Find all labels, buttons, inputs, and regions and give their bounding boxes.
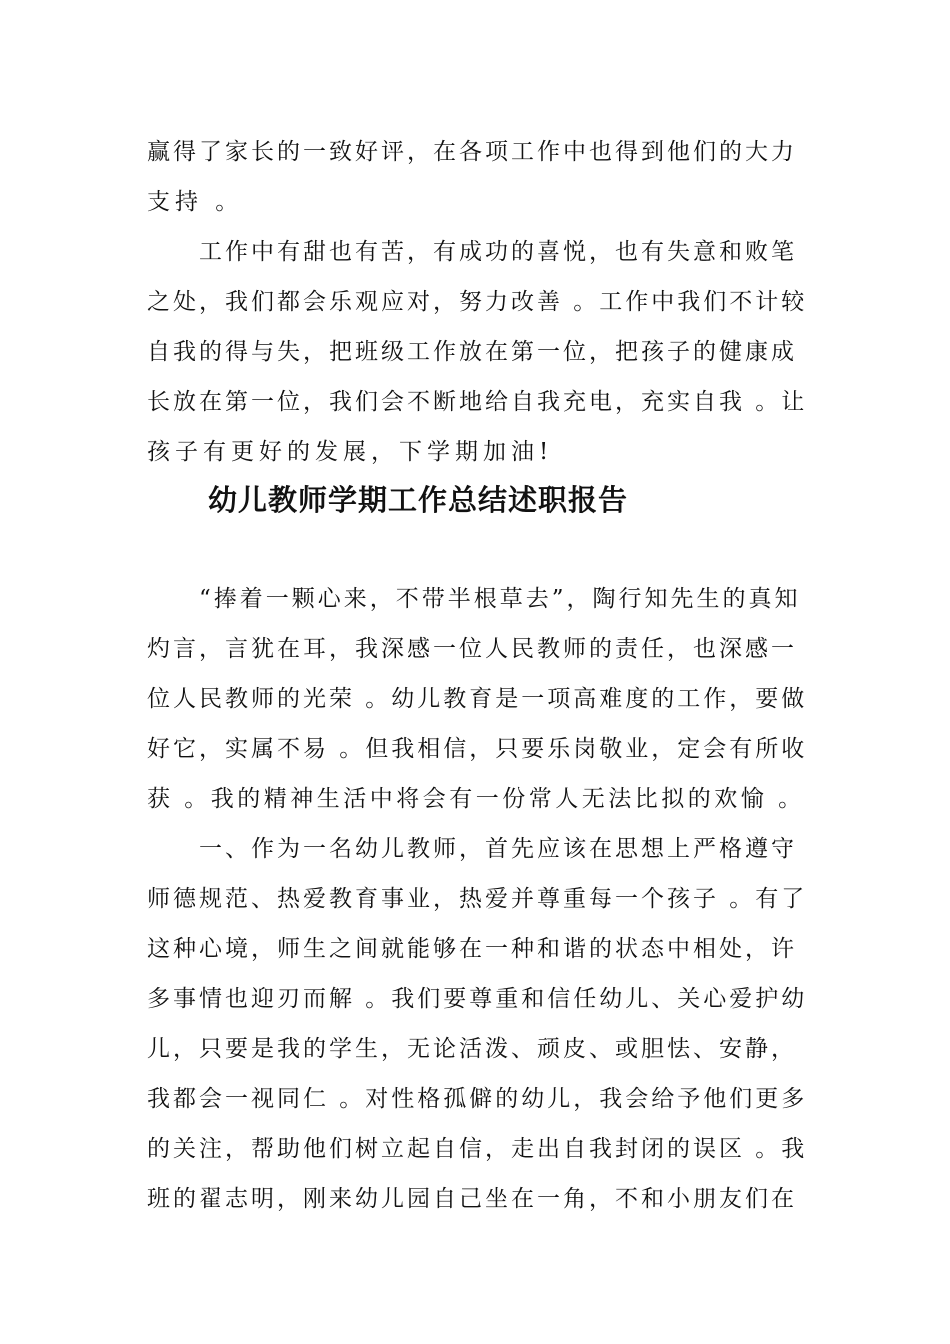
text-line: 赢得了家长的一致好评，在各项工作中也得到他们的大力: [147, 139, 797, 165]
document-title: 幼儿教师学期工作总结述职报告: [208, 483, 629, 517]
text-line: 之处，我们都会乐观应对，努力改善 。工作中我们不计较: [147, 289, 808, 315]
text-line: 的关注，帮助他们树立起自信，走出自我封闭的误区 。我: [147, 1136, 808, 1162]
text-line: 自我的得与失，把班级工作放在第一位，把孩子的健康成: [147, 339, 797, 365]
text-line: 我都会一视同仁 。对性格孤僻的幼儿，我会给予他们更多: [147, 1086, 808, 1112]
text-line: 儿，只要是我的学生，无论活泼、顽皮、或胆怯、安静，: [147, 1036, 797, 1062]
text-line: 一、作为一名幼儿教师，首先应该在思想上严格遵守: [147, 836, 797, 862]
text-line: 这种心境，师生之间就能够在一种和谐的状态中相处，许: [147, 936, 797, 962]
text-line: 好它，实属不易 。但我相信，只要乐岗敬业，定会有所收: [147, 736, 808, 762]
text-line: 工作中有甜也有苦，有成功的喜悦，也有失意和败笔: [147, 239, 797, 265]
text-line: 灼言，言犹在耳，我深感一位人民教师的责任，也深感一: [147, 636, 797, 662]
text-line: “捧着一颗心来，不带半根草去”，陶行知先生的真知: [147, 586, 801, 612]
text-line: 师德规范、热爱教育事业，热爱并尊重每一个孩子 。有了: [147, 886, 808, 912]
text-line: 班的翟志明，刚来幼儿园自己坐在一角，不和小朋友们在: [147, 1186, 797, 1212]
text-line: 获 。我的精神生活中将会有一份常人无法比拟的欢愉 。: [147, 786, 805, 812]
text-line: 位人民教师的光荣 。幼儿教育是一项高难度的工作，要做: [147, 686, 808, 712]
text-line: 长放在第一位，我们会不断地给自我充电，充实自我 。让: [147, 389, 808, 415]
text-line: 孩子有更好的发展，下学期加油!: [147, 439, 554, 465]
text-line: 多事情也迎刃而解 。我们要尊重和信任幼儿、关心爱护幼: [147, 986, 808, 1012]
text-line: 支持 。: [147, 189, 244, 215]
